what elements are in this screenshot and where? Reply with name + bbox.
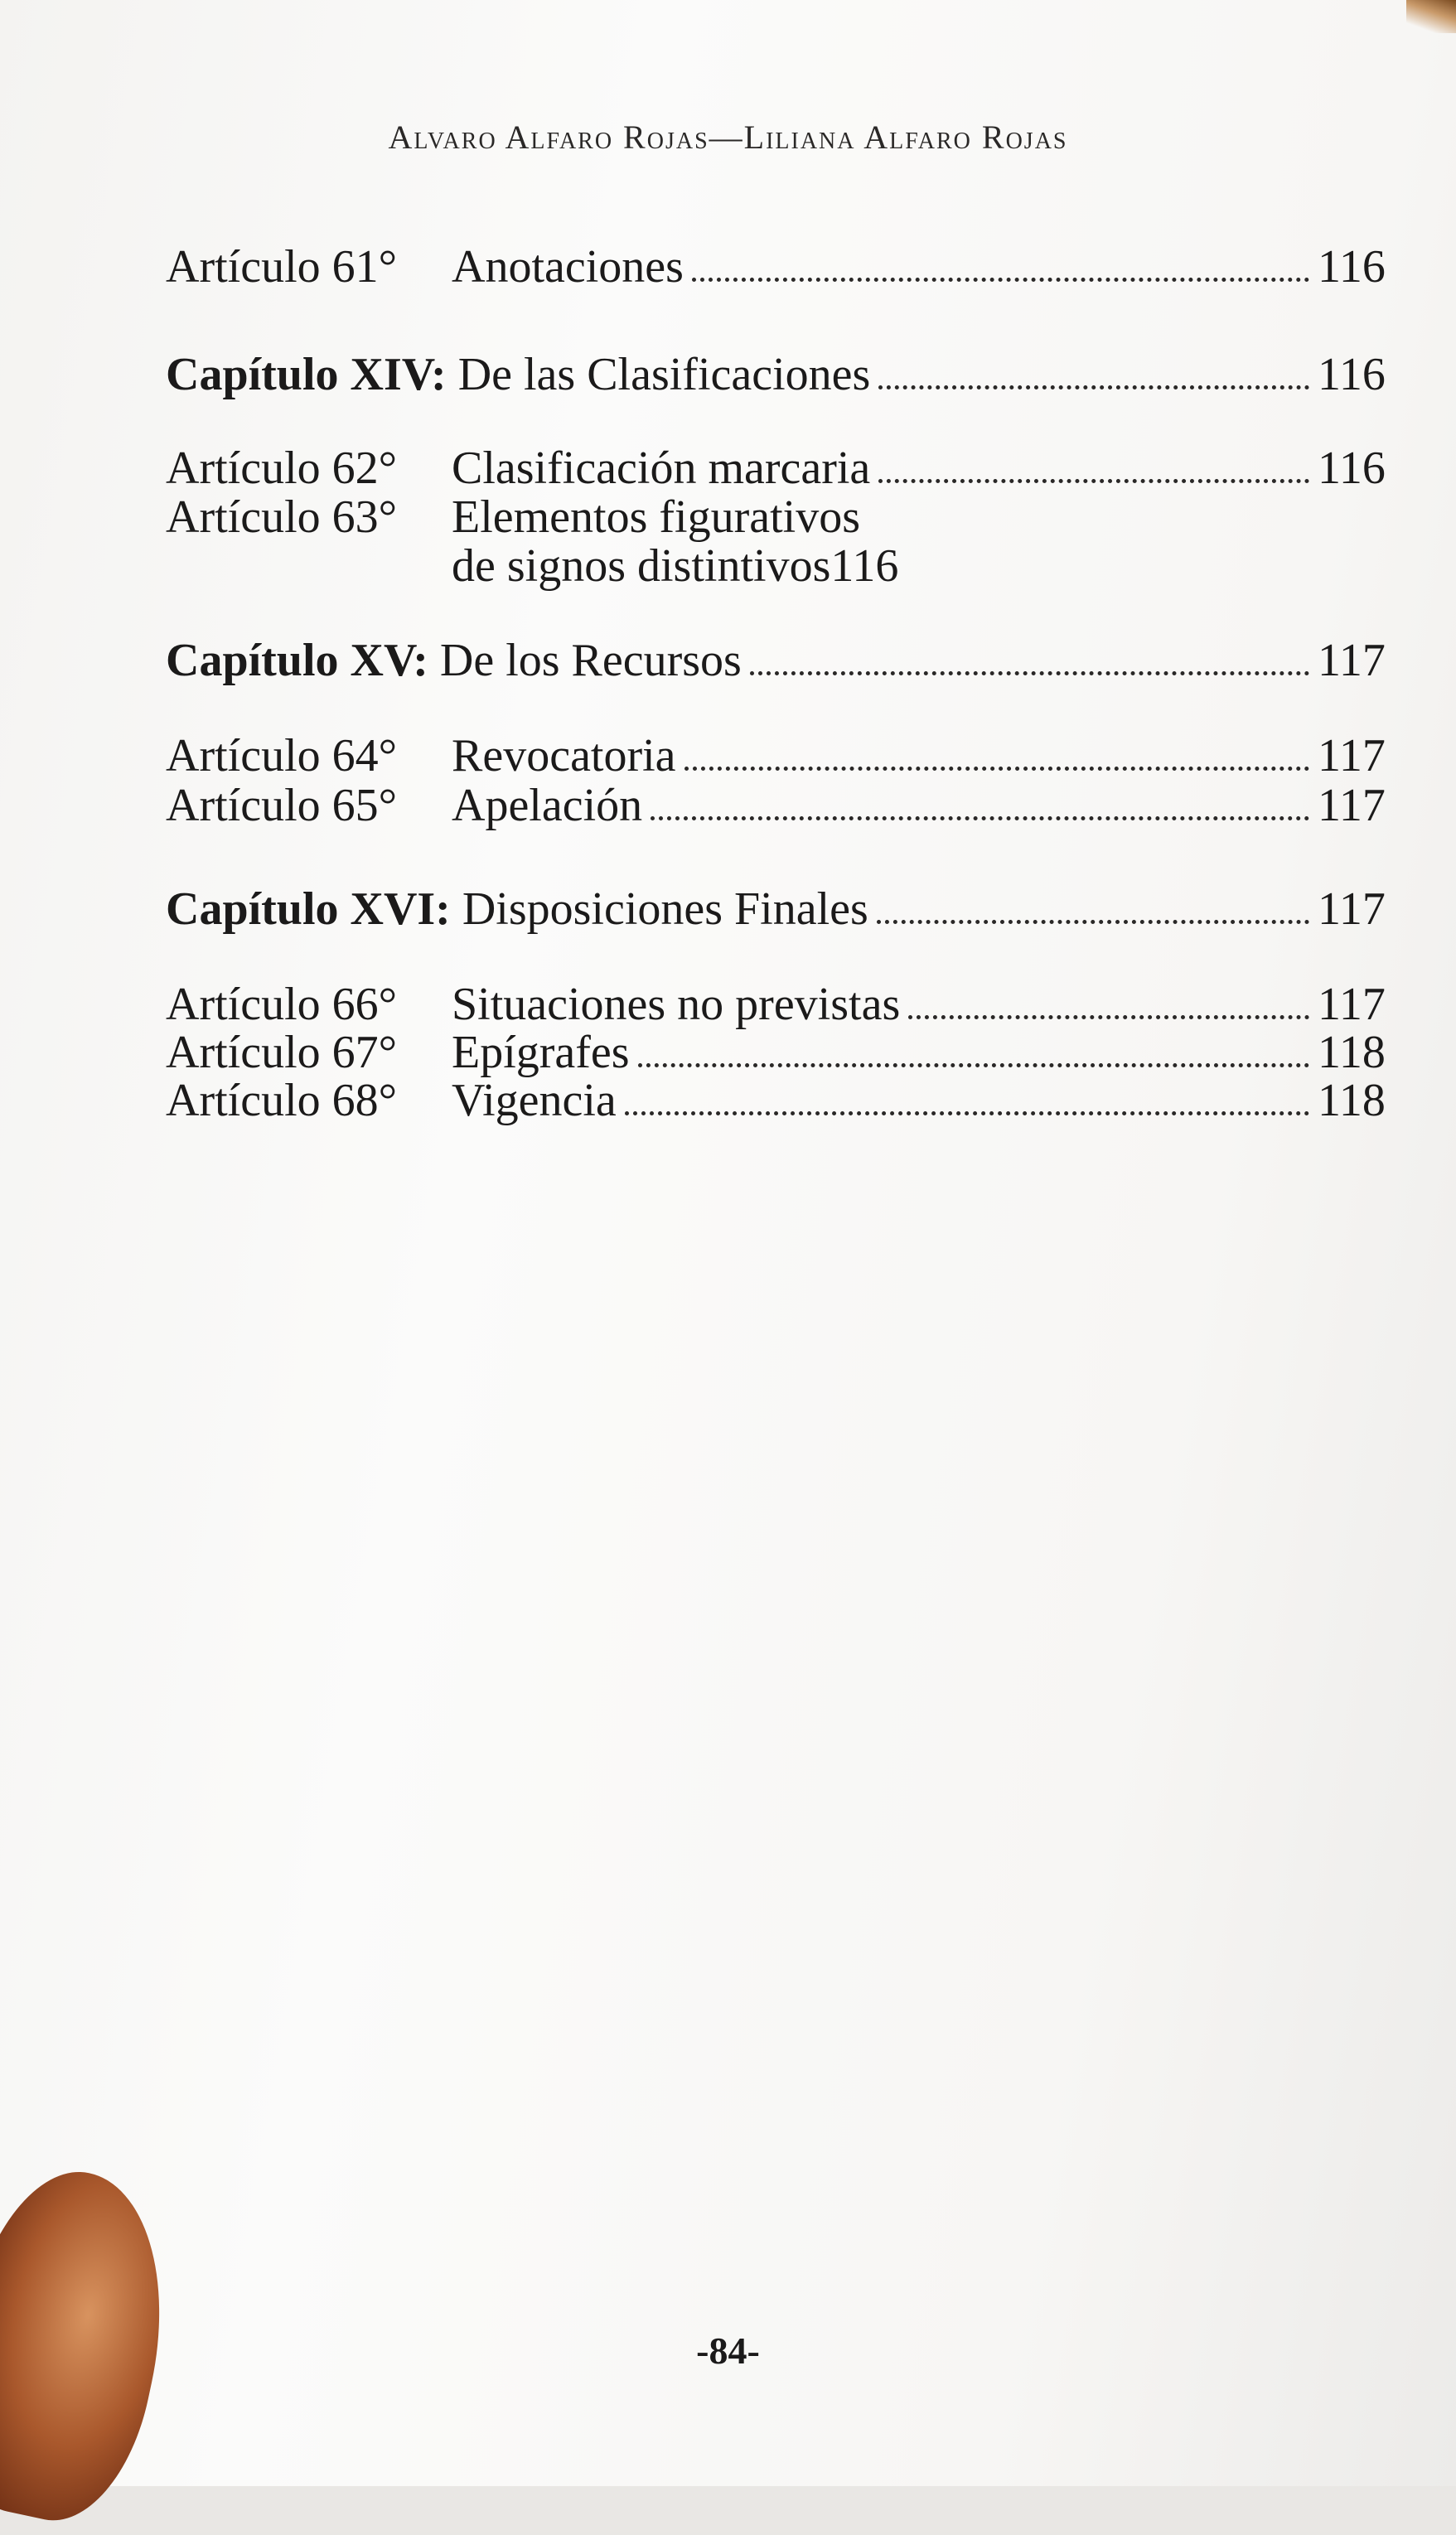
toc-entry-title: Epígrafes bbox=[452, 1027, 630, 1078]
toc-chapter-title: De los Recursos bbox=[439, 635, 742, 686]
toc-entry-page: 117 bbox=[1318, 780, 1386, 831]
dot-leader bbox=[684, 767, 1309, 771]
toc-entry-page: 116 bbox=[830, 540, 899, 592]
dot-leader bbox=[625, 1111, 1309, 1115]
toc-entry-article-62 bbox=[166, 442, 1386, 495]
toc-entry-page: 116 bbox=[1318, 349, 1386, 400]
toc-entry-article-61 bbox=[166, 240, 1386, 293]
toc-entry-title: Clasificación marcaria bbox=[452, 443, 871, 494]
toc-entry-article-63-continued bbox=[452, 539, 1376, 593]
toc-entry-page: 118 bbox=[1318, 1075, 1386, 1126]
toc-entry-article-65 bbox=[166, 779, 1386, 832]
toc-chapter-label: Capítulo XVI: bbox=[166, 883, 451, 935]
toc-entry-page: 116 bbox=[1318, 443, 1386, 494]
toc-entry-title: Anotaciones bbox=[452, 241, 684, 293]
toc-chapter-label: Capítulo XV: bbox=[166, 635, 428, 686]
toc-entry-article-66 bbox=[166, 978, 1386, 1031]
toc-entry-page: 116 bbox=[1318, 241, 1386, 293]
page-corner-shadow bbox=[1406, 0, 1456, 33]
toc-entry-page: 117 bbox=[1318, 635, 1386, 686]
toc-entry-title: Revocatoria bbox=[452, 730, 676, 781]
toc-entry-label: Artículo 67° bbox=[166, 1027, 398, 1078]
dot-leader bbox=[692, 278, 1309, 282]
toc-entry-page: 117 bbox=[1318, 979, 1386, 1030]
dot-leader bbox=[651, 816, 1309, 820]
toc-entry-page: 118 bbox=[1318, 1027, 1386, 1078]
dot-leader bbox=[750, 671, 1309, 675]
dot-leader bbox=[878, 385, 1309, 389]
toc-chapter-title: De las Clasificaciones bbox=[457, 349, 871, 400]
toc-entry-title-continued: de signos distintivos bbox=[452, 540, 831, 592]
toc-entry-label: Artículo 63° bbox=[166, 491, 398, 543]
page-number: -84- bbox=[696, 2329, 760, 2372]
toc-chapter-title: Disposiciones Finales bbox=[462, 883, 868, 935]
dot-leader bbox=[908, 1015, 1309, 1019]
toc-entry-article-64 bbox=[166, 729, 1386, 782]
dot-leader bbox=[877, 920, 1309, 924]
toc-entry-label: Artículo 61° bbox=[166, 241, 398, 293]
dot-leader bbox=[638, 1063, 1309, 1067]
toc-entry-title: Situaciones no previstas bbox=[452, 979, 901, 1030]
toc-entry-label: Artículo 68° bbox=[166, 1075, 398, 1126]
toc-entry-article-67 bbox=[166, 1026, 1386, 1079]
toc-chapter-label: Capítulo XIV: bbox=[166, 349, 447, 400]
toc-entry-page: 117 bbox=[1318, 730, 1386, 781]
toc-entry-article-68 bbox=[166, 1074, 1386, 1127]
toc-entry-label: Artículo 62° bbox=[166, 443, 398, 494]
toc-chapter-xv bbox=[166, 634, 1386, 687]
toc-entry-label: Artículo 66° bbox=[166, 979, 398, 1030]
toc-entry-title: Elementos figurativos bbox=[452, 491, 861, 543]
dot-leader bbox=[878, 479, 1309, 483]
toc-entry-label: Artículo 65° bbox=[166, 780, 398, 831]
running-header: Alvaro Alfaro Rojas—Liliana Alfaro Rojas bbox=[388, 119, 1068, 156]
toc-entry-title: Vigencia bbox=[452, 1075, 617, 1126]
toc-chapter-xiv bbox=[166, 348, 1386, 401]
toc-entry-page: 117 bbox=[1318, 883, 1386, 935]
toc-chapter-xvi bbox=[166, 883, 1386, 936]
toc-entry-article-63 bbox=[166, 491, 1376, 544]
toc-entry-label: Artículo 64° bbox=[166, 730, 398, 781]
toc-entry-title: Apelación bbox=[452, 780, 643, 831]
